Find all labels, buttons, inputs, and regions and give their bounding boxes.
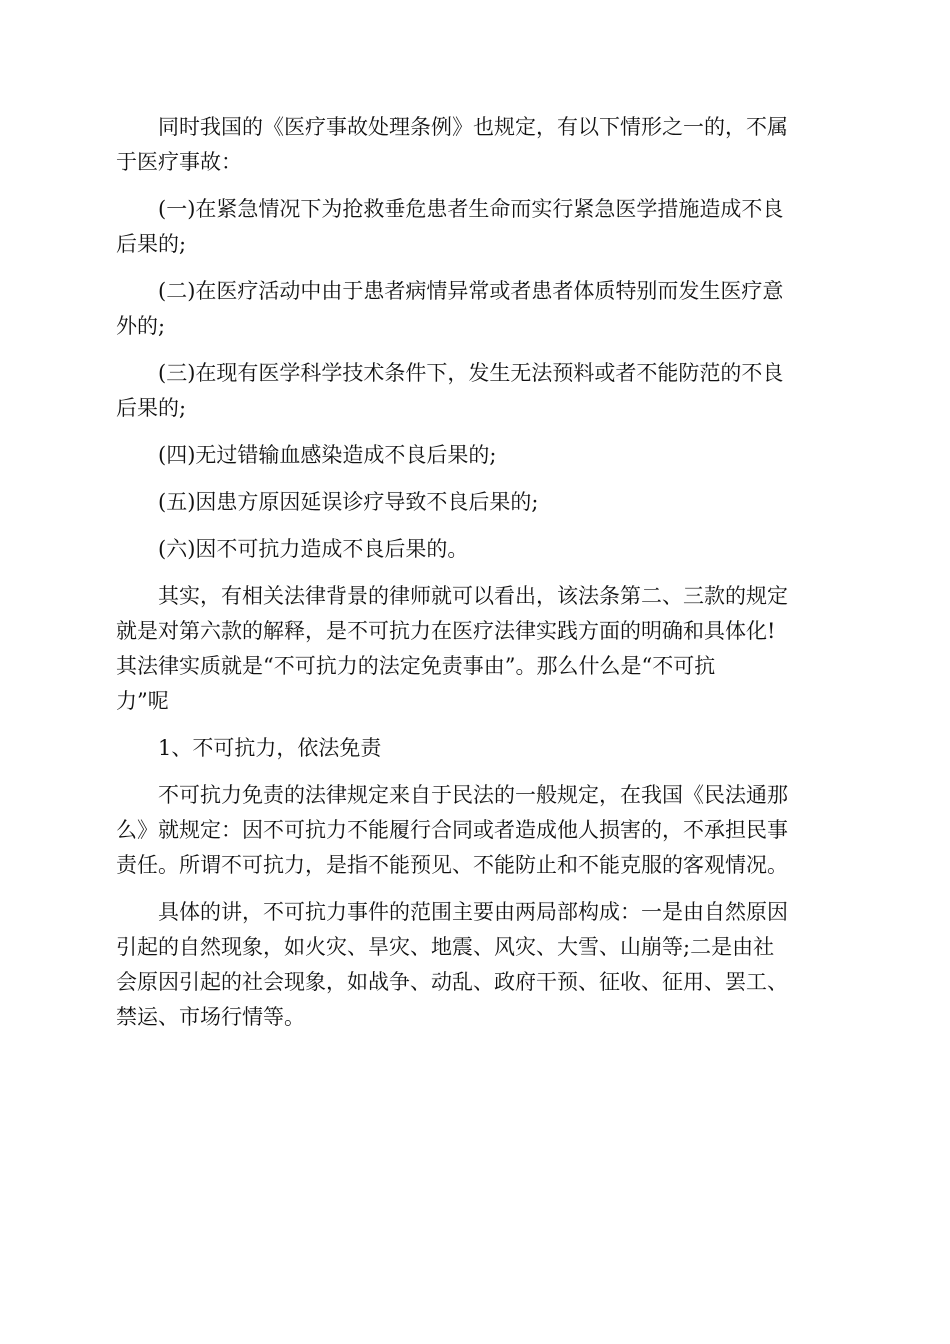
paragraph-line: 后果的; <box>116 232 187 256</box>
paragraph-line: 禁运、市场行情等。 <box>116 1005 305 1029</box>
paragraph-line: 外的; <box>116 314 166 338</box>
paragraph-line: 会原因引起的社会现象，如战争、动乱、政府干预、征收、征用、罢工、 <box>116 970 788 994</box>
paragraph-line: 其法律实质就是“不可抗力的法定免责事由”。那么什么是“不可抗 <box>116 654 716 678</box>
paragraph-line: 责任。所谓不可抗力，是指不能预见、不能防止和不能克服的客观情况。 <box>116 853 788 877</box>
paragraph-line: 力”呢 <box>116 689 169 713</box>
paragraph-line: 后果的; <box>116 396 187 420</box>
paragraph-line: (二)在医疗活动中由于患者病情异常或者患者体质特别而发生医疗意 <box>158 279 784 303</box>
document-body <box>116 110 834 1047</box>
paragraph-scope <box>116 895 834 1035</box>
paragraph-line: 同时我国的《医疗事故处理条例》也规定，有以下情形之一的，不属 <box>158 115 788 139</box>
paragraph-line: (六)因不可抗力造成不良后果的。 <box>158 537 469 561</box>
paragraph-intro <box>116 110 834 180</box>
paragraph-line: (四)无过错输血感染造成不良后果的; <box>158 443 497 467</box>
paragraph-line: (三)在现有医学科学技术条件下，发生无法预料或者不能防范的不良 <box>158 361 784 385</box>
paragraph-line: 就是对第六款的解释，是不可抗力在医疗法律实践方面的明确和具体化! <box>116 619 776 643</box>
paragraph-line: 不可抗力免责的法律规定来自于民法的一般规定，在我国《民法通那 <box>158 783 788 807</box>
paragraph-line: 么》就规定：因不可抗力不能履行合同或者造成他人损害的，不承担民事 <box>116 818 788 842</box>
list-item-6 <box>116 532 834 567</box>
paragraph-explanation <box>116 579 834 719</box>
list-item-2 <box>116 274 834 344</box>
heading-line: 1、不可抗力，依法免责 <box>158 736 382 760</box>
list-item-1 <box>116 192 834 262</box>
paragraph-line: 具体的讲，不可抗力事件的范围主要由两局部构成：一是由自然原因 <box>158 900 788 924</box>
list-item-4 <box>116 438 834 473</box>
paragraph-line: 引起的自然现象，如火灾、旱灾、地震、风灾、大雪、山崩等;二是由社 <box>116 935 775 959</box>
paragraph-civil-law <box>116 778 834 883</box>
section-heading <box>116 731 834 766</box>
list-item-3 <box>116 356 834 426</box>
list-item-5 <box>116 485 834 520</box>
paragraph-line: (一)在紧急情况下为抢救垂危患者生命而实行紧急医学措施造成不良 <box>158 197 784 221</box>
paragraph-line: 其实，有相关法律背景的律师就可以看出，该法条第二、三款的规定 <box>158 584 788 608</box>
paragraph-line: 于医疗事故： <box>116 150 242 174</box>
paragraph-line: (五)因患方原因延误诊疗导致不良后果的; <box>158 490 539 514</box>
